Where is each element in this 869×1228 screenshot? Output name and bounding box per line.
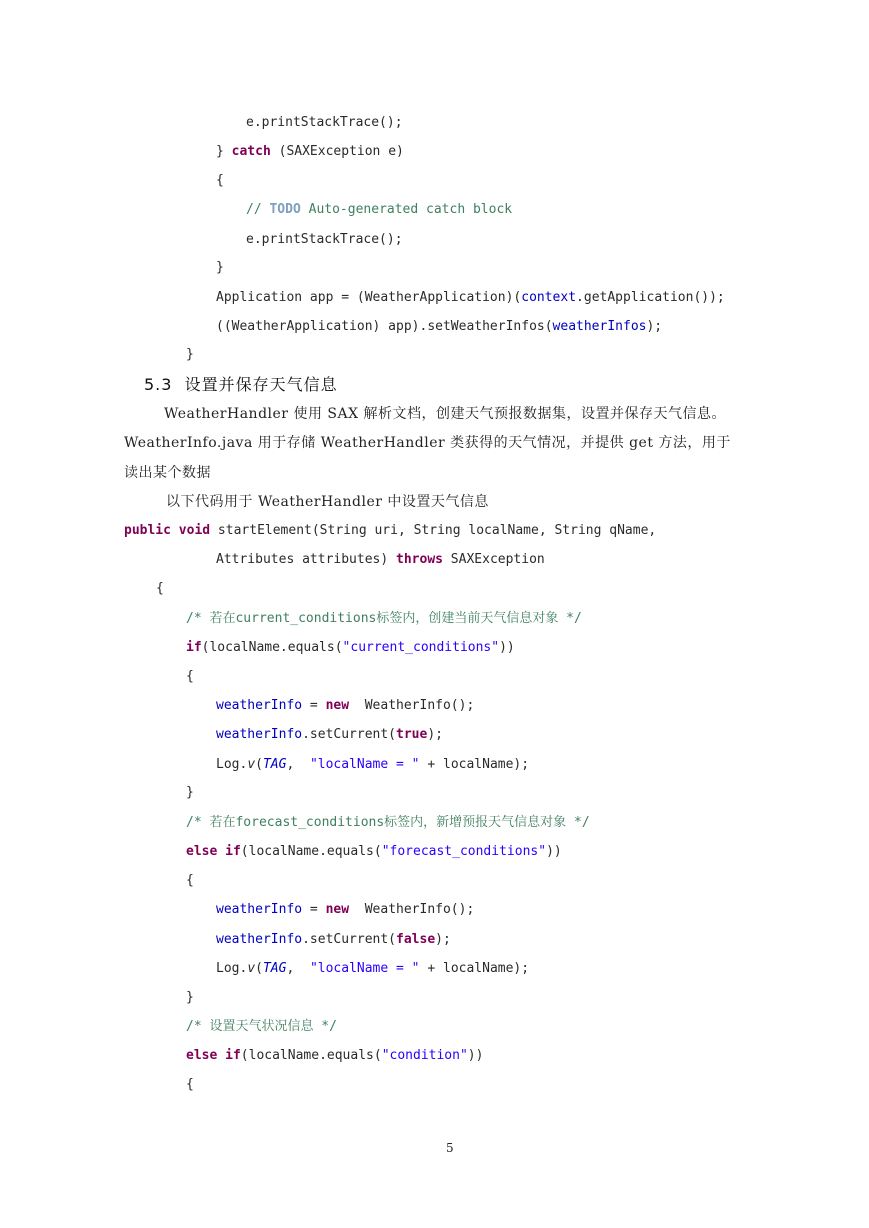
paragraph-line: WeatherInfo.java 用于存储 WeatherHandler 类获得的天气情况，并提供 get 方法，用于 bbox=[124, 435, 731, 451]
code-line: ((WeatherApplication) app).setWeatherInfos(weatherInfos); bbox=[216, 319, 663, 334]
code-line: else if(localName.equals("forecast_conditions")) bbox=[186, 844, 562, 859]
code-line: } bbox=[216, 260, 224, 275]
code-line: weatherInfo = new WeatherInfo(); bbox=[216, 902, 475, 917]
code-line: e.printStackTrace(); bbox=[246, 115, 403, 130]
code-line: Log.v(TAG, "localName = " + localName); bbox=[216, 961, 530, 976]
code-line: Application app = (WeatherApplication)(context.getApplication()); bbox=[216, 290, 725, 305]
code-line: { bbox=[216, 173, 224, 188]
code-line: } bbox=[186, 785, 194, 800]
code-line: public void startElement(String uri, String localName, String qName, bbox=[124, 523, 657, 538]
code-line: weatherInfo.setCurrent(true); bbox=[216, 727, 443, 742]
code-line: } bbox=[186, 990, 194, 1005]
code-comment: /* 设置天气状况信息 */ bbox=[186, 1019, 337, 1034]
code-line: Log.v(TAG, "localName = " + localName); bbox=[216, 757, 530, 772]
code-line: { bbox=[186, 873, 194, 888]
code-line: { bbox=[156, 581, 164, 596]
code-line: weatherInfo.setCurrent(false); bbox=[216, 932, 451, 947]
page-number: 5 bbox=[446, 1141, 454, 1155]
paragraph-line: 以下代码用于 WeatherHandler 中设置天气信息 bbox=[166, 494, 489, 510]
code-line: weatherInfo = new WeatherInfo(); bbox=[216, 698, 475, 713]
code-line: { bbox=[186, 669, 194, 684]
paragraph-line: 读出某个数据 bbox=[124, 465, 211, 481]
code-line: } catch (SAXException e) bbox=[216, 144, 404, 159]
code-comment: /* 若在current_conditions标签内，创建当前天气信息对象 */ bbox=[186, 611, 582, 626]
code-line: Attributes attributes) throws SAXException bbox=[216, 552, 545, 567]
code-line: if(localName.equals("current_conditions")) bbox=[186, 640, 515, 655]
code-line: { bbox=[186, 1077, 194, 1092]
code-comment: /* 若在forecast_conditions标签内，新增预报天气信息对象 */ bbox=[186, 815, 590, 830]
paragraph-line: WeatherHandler 使用 SAX 解析文档，创建天气预报数据集，设置并保存天气信息。 bbox=[164, 406, 727, 422]
section-heading: 5.3 设置并保存天气信息 bbox=[144, 375, 338, 394]
code-line: } bbox=[186, 347, 194, 362]
code-line: e.printStackTrace(); bbox=[246, 232, 403, 247]
code-comment: // TODO Auto-generated catch block bbox=[246, 202, 513, 217]
code-line: else if(localName.equals("condition")) bbox=[186, 1048, 484, 1063]
